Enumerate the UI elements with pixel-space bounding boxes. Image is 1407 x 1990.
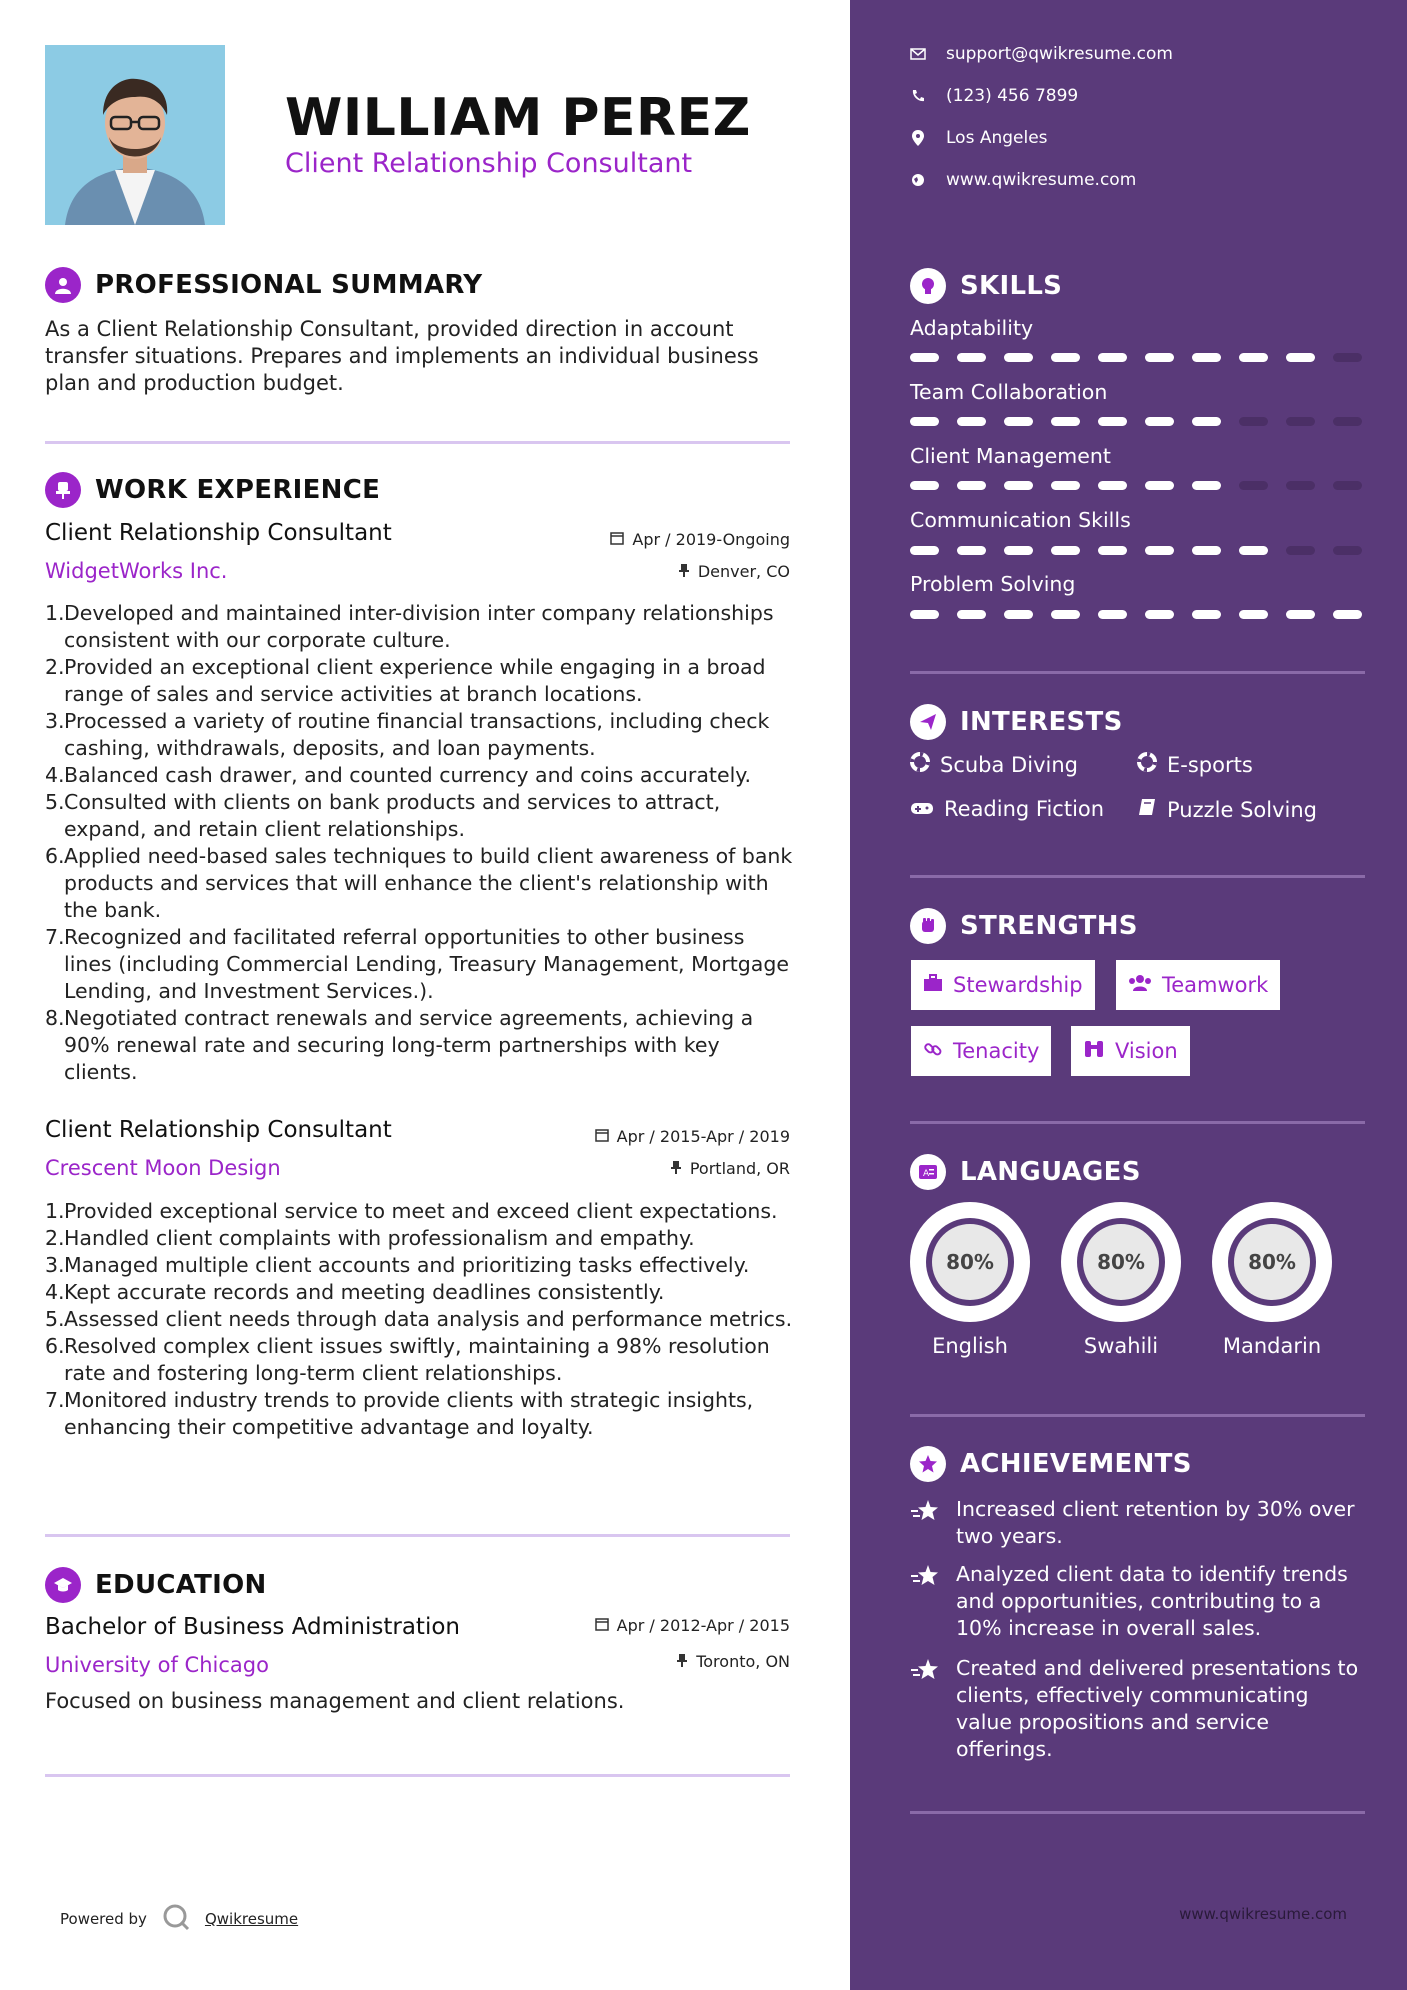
job-dates-text: Apr / 2015-Apr / 2019: [616, 1127, 790, 1146]
skill-segment: [1145, 481, 1174, 490]
skill-segment: [957, 546, 986, 555]
strength-tag: [911, 960, 1095, 1010]
interest-item: [1137, 797, 1317, 822]
skill-segment: [1051, 546, 1080, 555]
divider: [45, 1774, 790, 1777]
list-item: 3. Processed a variety of routine financial transactions, including check cashing, withdrawals, deposits, and loan payments.: [45, 709, 770, 760]
star-icon: [910, 1561, 942, 1642]
strength-label: Stewardship: [953, 973, 1083, 997]
skill-segment: [910, 481, 939, 490]
language-item: [1061, 1202, 1181, 1358]
skill-segment: [957, 417, 986, 426]
skill-segment: [910, 546, 939, 555]
list-item: 8. Negotiated contract renewals and service agreements, achieving a 90% renewal rate and securing long-term partnerships with key clients.: [45, 1006, 754, 1084]
education-heading-text: EDUCATION: [95, 1570, 267, 1600]
education-location-text: Toronto, ON: [696, 1652, 790, 1671]
list-item: 4. Kept accurate records and meeting deadlines consistently.: [45, 1280, 665, 1304]
list-item: 6. Resolved complex client issues swiftly, maintaining a 98% resolution rate and fostering long-term client relationships.: [45, 1334, 770, 1385]
language-percent: 80%: [1234, 1224, 1310, 1300]
skill-segment: [910, 417, 939, 426]
lightbulb-icon: [910, 268, 946, 304]
interest-label: Puzzle Solving: [1167, 797, 1317, 822]
phone-icon: [910, 88, 926, 104]
qwikresume-logo-icon: [161, 1902, 191, 1936]
skill-segment: [1333, 610, 1362, 619]
job-location: [670, 1159, 790, 1178]
list-item: 3. Managed multiple client accounts and prioritizing tasks effectively.: [45, 1253, 750, 1277]
skill-meter: [910, 481, 1362, 490]
skill-segment: [1098, 610, 1127, 619]
languages-heading-text: LANGUAGES: [960, 1157, 1141, 1187]
divider: [910, 1414, 1365, 1417]
list-item: 1. Provided exceptional service to meet and exceed client expectations.: [45, 1199, 778, 1223]
skill-segment: [1333, 481, 1362, 490]
skill-segment: [1051, 610, 1080, 619]
job-dates: [595, 1127, 790, 1146]
skill-meter: [910, 546, 1362, 555]
lifebuoy-icon: [1137, 752, 1157, 777]
binoculars-icon: [1083, 1039, 1105, 1064]
interest-label: Scuba Diving: [940, 752, 1078, 777]
skill-segment: [1239, 353, 1268, 362]
skill-segment: [1333, 546, 1362, 555]
skill-meter: [910, 417, 1362, 426]
divider: [910, 1121, 1365, 1124]
avatar: [45, 45, 225, 225]
skill-segment: [1239, 546, 1268, 555]
calendar-icon: [595, 1127, 609, 1146]
list-item: 7. Monitored industry trends to provide clients with strategic insights, enhancing their competitive advantage and loyalty.: [45, 1388, 754, 1439]
skill-segment: [1098, 546, 1127, 555]
achievements-heading-text: ACHIEVEMENTS: [960, 1449, 1192, 1479]
skill-segment: [1098, 353, 1127, 362]
divider: [45, 441, 790, 444]
language-percent: 80%: [932, 1224, 1008, 1300]
interest-item: [1137, 752, 1253, 777]
job-company: Crescent Moon Design: [45, 1156, 281, 1180]
skill-segment: [1004, 417, 1033, 426]
education-dates: [595, 1616, 790, 1635]
job-bullets: [45, 1198, 795, 1441]
achievement-item: [910, 1496, 1370, 1550]
skill-segment: [1192, 546, 1221, 555]
briefcase-icon: [923, 973, 943, 997]
svg-text:A: A: [923, 1169, 930, 1179]
job-location-text: Portland, OR: [689, 1159, 790, 1178]
list-item: 7. Recognized and facilitated referral opportunities to other business lines (including Commercial Lending, Treasury Management, Mortgage Lending, and Investment Services.).: [45, 925, 789, 1003]
fist-icon: [910, 908, 946, 944]
strengths-heading: [910, 908, 1138, 944]
strength-label: Vision: [1115, 1039, 1178, 1063]
strengths-heading-text: STRENGTHS: [960, 911, 1138, 941]
interests-heading-text: INTERESTS: [960, 707, 1123, 737]
skill-segment: [1051, 353, 1080, 362]
skill-segment: [957, 353, 986, 362]
skill-segment: [1286, 353, 1315, 362]
email-icon: [910, 46, 926, 62]
language-item: [1212, 1202, 1332, 1358]
language-ring: [1212, 1202, 1332, 1322]
gamepad-icon: [910, 797, 934, 821]
contact-phone-text: (123) 456 7899: [946, 86, 1079, 106]
strength-tag: [1116, 960, 1280, 1010]
users-icon: [1128, 973, 1152, 997]
skill-name: Communication Skills: [910, 508, 1131, 532]
candidate-title: Client Relationship Consultant: [285, 148, 693, 179]
skill-segment: [1192, 353, 1221, 362]
achievement-text: Created and delivered presentations to clients, effectively communicating value propositions and service offerings.: [956, 1656, 1359, 1761]
contact-email[interactable]: [910, 44, 1173, 64]
skill-segment: [1004, 546, 1033, 555]
skill-segment: [1239, 481, 1268, 490]
skill-segment: [1145, 353, 1174, 362]
summary-heading-text: PROFESSIONAL SUMMARY: [95, 270, 483, 300]
language-name: English: [932, 1334, 1008, 1358]
pin-icon: [676, 1652, 688, 1671]
job-title: Client Relationship Consultant: [45, 1117, 392, 1143]
job-bullets: [45, 600, 795, 1086]
skill-name: Problem Solving: [910, 572, 1076, 596]
user-icon: [45, 267, 81, 303]
skill-meter: [910, 610, 1362, 619]
divider: [910, 671, 1365, 674]
skill-segment: [1098, 417, 1127, 426]
language-ring: [1061, 1202, 1181, 1322]
skill-segment: [1145, 546, 1174, 555]
list-item: 5. Consulted with clients on bank products and services to attract, expand, and retain client relationships.: [45, 790, 721, 841]
skill-segment: [1239, 417, 1268, 426]
skill-segment: [1145, 610, 1174, 619]
location-icon: [910, 130, 926, 146]
language-item: [910, 1202, 1030, 1358]
powered-by: [60, 1902, 298, 1936]
interest-item: [910, 752, 1078, 777]
strength-label: Teamwork: [1162, 973, 1269, 997]
strength-tag: [911, 1026, 1051, 1076]
strength-tag: [1071, 1026, 1190, 1076]
job-company: WidgetWorks Inc.: [45, 559, 228, 583]
skill-name: Team Collaboration: [910, 380, 1108, 404]
achievement-text: Analyzed client data to identify trends and opportunities, contributing to a 10% increase in overall sales.: [956, 1562, 1348, 1640]
summary-text: As a Client Relationship Consultant, provided direction in account transfer situations. Prepares and implements an individual business plan and production budget.: [45, 317, 759, 395]
languages-heading: [910, 1154, 1141, 1190]
brand-link[interactable]: Qwikresume: [204, 1910, 299, 1928]
skill-segment: [1051, 481, 1080, 490]
skill-segment: [957, 610, 986, 619]
summary-heading: [45, 267, 482, 303]
skill-name: Adaptability: [910, 316, 1034, 340]
skill-segment: [1286, 417, 1315, 426]
contact-email-text: support@qwikresume.com: [946, 44, 1173, 64]
list-item: 2. Provided an exceptional client experience while engaging in a broad range of sales and service activities at branch locations.: [45, 655, 766, 706]
list-item: 5. Assessed client needs through data analysis and performance metrics.: [45, 1307, 793, 1331]
interests-heading: [910, 704, 1123, 740]
education-heading: [45, 1567, 267, 1603]
education-description: Focused on business management and client relations.: [45, 1689, 625, 1713]
divider: [910, 875, 1365, 878]
star-badge-icon: [910, 1446, 946, 1482]
skill-segment: [1098, 481, 1127, 490]
calendar-icon: [610, 530, 624, 549]
chair-icon: [45, 472, 81, 508]
skill-name: Client Management: [910, 444, 1111, 468]
achievement-item: [910, 1561, 1370, 1642]
strength-label: Tenacity: [953, 1039, 1040, 1063]
skill-segment: [1333, 417, 1362, 426]
language-icon: [910, 1154, 946, 1190]
contact-location: [910, 128, 1048, 148]
language-name: Mandarin: [1222, 1334, 1322, 1358]
interest-label: Reading Fiction: [944, 797, 1105, 821]
pin-icon: [678, 562, 690, 581]
job-location-text: Denver, CO: [697, 562, 790, 581]
paper-plane-icon: [910, 704, 946, 740]
education-dates-text: Apr / 2012-Apr / 2015: [616, 1616, 790, 1635]
star-icon: [910, 1496, 942, 1550]
skill-meter: [910, 353, 1362, 362]
experience-heading-text: WORK EXPERIENCE: [95, 475, 381, 505]
skill-segment: [1286, 481, 1315, 490]
skill-segment: [1004, 353, 1033, 362]
skill-segment: [1192, 610, 1221, 619]
school: University of Chicago: [45, 1653, 269, 1677]
skills-heading: [910, 268, 1062, 304]
skill-segment: [910, 610, 939, 619]
skill-segment: [957, 481, 986, 490]
job-title: Client Relationship Consultant: [45, 520, 392, 546]
experience-heading: [45, 472, 380, 508]
profile-photo: [45, 45, 225, 225]
skill-segment: [1192, 417, 1221, 426]
language-name: Swahili: [1083, 1334, 1159, 1358]
contact-website[interactable]: [910, 170, 1136, 190]
skill-segment: [1145, 417, 1174, 426]
interest-item: [910, 797, 1104, 821]
skill-segment: [1239, 610, 1268, 619]
graduation-cap-icon: [45, 1567, 81, 1603]
degree: Bachelor of Business Administration: [45, 1614, 460, 1640]
skill-segment: [910, 353, 939, 362]
education-location: [676, 1652, 790, 1671]
achievement-item: [910, 1655, 1370, 1763]
divider: [910, 1811, 1365, 1814]
achievements-heading: [910, 1446, 1192, 1482]
globe-icon: [910, 172, 926, 188]
powered-by-label: Powered by: [60, 1910, 147, 1928]
star-icon: [910, 1655, 942, 1763]
link-icon: [923, 1039, 943, 1064]
pin-icon: [670, 1159, 682, 1178]
sidebar: [850, 0, 1407, 1990]
candidate-name: WILLIAM PEREZ: [285, 88, 751, 148]
contact-location-text: Los Angeles: [946, 128, 1048, 148]
interest-label: E-sports: [1167, 752, 1253, 777]
contact-phone[interactable]: [910, 86, 1078, 106]
book-icon: [1137, 797, 1157, 822]
skill-segment: [1004, 610, 1033, 619]
skill-segment: [1286, 610, 1315, 619]
list-item: 6. Applied need-based sales techniques to build client awareness of bank products and services that will enhance the client's relationship with the bank.: [45, 844, 793, 922]
job-dates-text: Apr / 2019-Ongoing: [632, 530, 790, 549]
skill-segment: [1333, 353, 1362, 362]
language-percent: 80%: [1083, 1224, 1159, 1300]
skill-segment: [1051, 417, 1080, 426]
language-ring: [910, 1202, 1030, 1322]
achievement-text: Increased client retention by 30% over two years.: [956, 1497, 1355, 1548]
list-item: 4. Balanced cash drawer, and counted currency and coins accurately.: [45, 763, 751, 787]
skills-heading-text: SKILLS: [960, 271, 1063, 301]
footer-site-link[interactable]: www.qwikresume.com: [1179, 1905, 1347, 1923]
skill-segment: [1286, 546, 1315, 555]
list-item: 1. Developed and maintained inter-division inter company relationships consistent with our corporate culture.: [45, 601, 774, 652]
divider: [45, 1534, 790, 1537]
lifebuoy-icon: [910, 752, 930, 777]
job-dates: [610, 530, 790, 549]
list-item: 2. Handled client complaints with professionalism and empathy.: [45, 1226, 695, 1250]
skill-segment: [1192, 481, 1221, 490]
calendar-icon: [595, 1616, 609, 1635]
job-location: [678, 562, 790, 581]
contact-website-text: www.qwikresume.com: [946, 170, 1137, 190]
skill-segment: [1004, 481, 1033, 490]
